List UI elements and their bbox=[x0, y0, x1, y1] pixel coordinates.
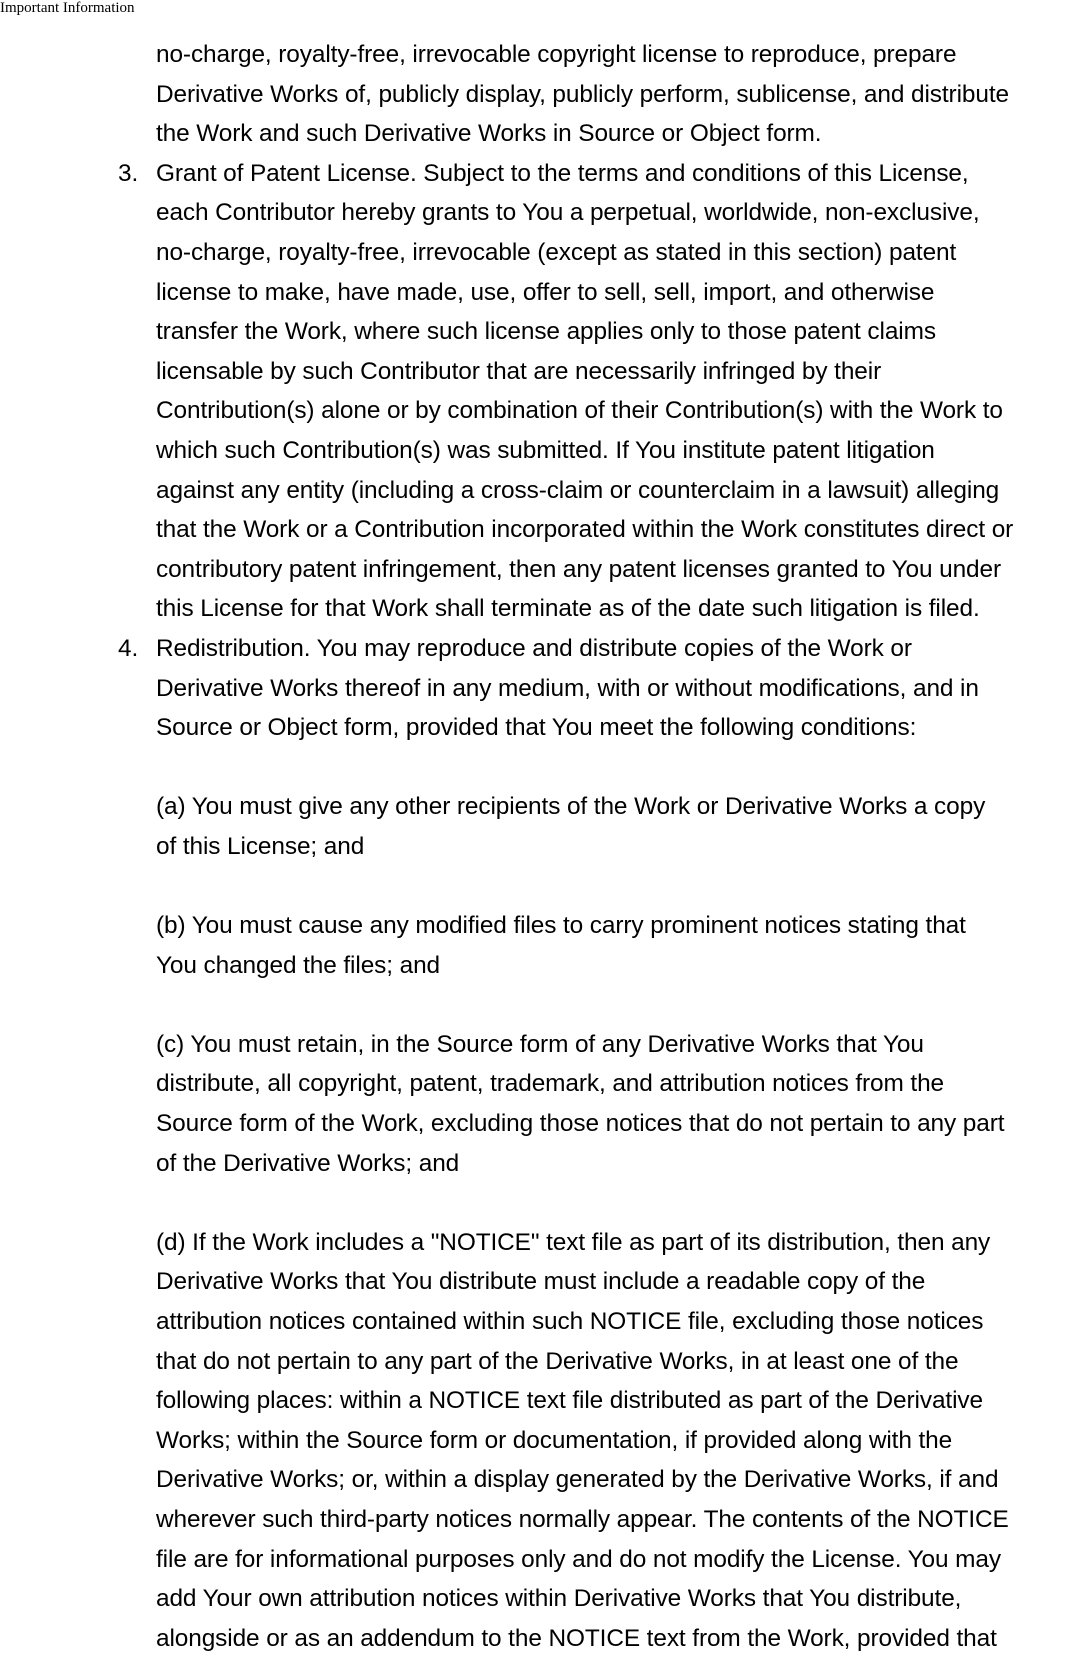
text-line: that do not pertain to any part of the Derivative Works, in at least one of the bbox=[156, 1347, 959, 1375]
text-line: alongside or as an addendum to the NOTICE text from the Work, provided that bbox=[156, 1624, 997, 1652]
text-line: transfer the Work, where such license applies only to those patent claims bbox=[156, 318, 936, 346]
text-line: attribution notices contained within such NOTICE file, excluding those notices bbox=[156, 1308, 984, 1335]
condition-c bbox=[156, 1025, 1092, 1183]
section-number: 4. bbox=[118, 634, 139, 662]
text-line: Source or Object form, provided that You meet the following conditions: bbox=[156, 714, 917, 742]
text-line: Derivative Works; or, within a display generated by the Derivative Works, if and bbox=[156, 1466, 999, 1494]
condition-a bbox=[156, 787, 1092, 866]
paragraph-spacer bbox=[156, 985, 1092, 1025]
text-line: (d) If the Work includes a "NOTICE" text file as part of its distribution, then any bbox=[156, 1228, 991, 1256]
text-line: Derivative Works thereof in any medium, with or without modifications, and in bbox=[156, 674, 979, 702]
text-line: Contribution(s) alone or by combination of their Contribution(s) with the Work to bbox=[156, 397, 1003, 425]
text-line: following places: within a NOTICE text file distributed as part of the Derivative bbox=[156, 1387, 983, 1415]
text-line: against any entity (including a cross-claim or counterclaim in a lawsuit) alleging bbox=[156, 476, 1000, 504]
text-line: Source form of the Work, excluding those notices that do not pertain to any part bbox=[156, 1110, 1005, 1138]
text-line: which such Contribution(s) was submitted. If You institute patent litigation bbox=[156, 436, 935, 464]
license-text-body bbox=[118, 35, 1092, 1658]
text-line: (c) You must retain, in the Source form of any Derivative Works that You bbox=[156, 1030, 924, 1058]
text-line: Works; within the Source form or documentation, if provided along with the bbox=[156, 1426, 953, 1454]
text-line: Grant of Patent License. Subject to the terms and conditions of this License, bbox=[156, 159, 969, 187]
text-line: contributory patent infringement, then any patent licenses granted to You under bbox=[156, 555, 1001, 583]
text-line: You changed the files; and bbox=[156, 951, 441, 979]
text-line: licensable by such Contributor that are necessarily infringed by their bbox=[156, 357, 882, 385]
text-line: Derivative Works that You distribute must include a readable copy of the bbox=[156, 1268, 926, 1296]
text-line: license to make, have made, use, offer to sell, sell, import, and otherwise bbox=[156, 278, 935, 306]
text-line: of this License; and bbox=[156, 832, 365, 860]
paragraph-spacer bbox=[156, 748, 1092, 788]
section-number: 3. bbox=[118, 159, 139, 187]
condition-b bbox=[156, 906, 1092, 985]
condition-d bbox=[156, 1223, 1092, 1658]
text-line: wherever such third-party notices normally appear. The contents of the NOTICE bbox=[156, 1505, 1009, 1533]
text-line: (a) You must give any other recipients of the Work or Derivative Works a copy bbox=[156, 793, 986, 821]
text-line: each Contributor hereby grants to You a perpetual, worldwide, non-exclusive, bbox=[156, 199, 980, 227]
section-3-grant-of-patent-license bbox=[118, 154, 1092, 629]
text-line: no-charge, royalty-free, irrevocable (except as stated in this section) patent bbox=[156, 238, 957, 266]
page-header-title: Important Information bbox=[0, 0, 135, 16]
text-line: (b) You must cause any modified files to carry prominent notices stating that bbox=[156, 912, 966, 940]
text-line: that the Work or a Contribution incorporated within the Work constitutes direct or bbox=[156, 516, 1014, 544]
text-line: file are for informational purposes only and do not modify the License. You may bbox=[156, 1545, 1001, 1573]
paragraph-spacer bbox=[156, 866, 1092, 906]
text-line: the Work and such Derivative Works in Source or Object form. bbox=[156, 120, 822, 148]
section-4-redistribution bbox=[118, 629, 1092, 1658]
text-line: of the Derivative Works; and bbox=[156, 1149, 460, 1177]
paragraph-spacer bbox=[156, 1183, 1092, 1223]
text-line: no-charge, royalty-free, irrevocable copyright license to reproduce, prepare bbox=[156, 41, 957, 68]
text-line: Derivative Works of, publicly display, publicly perform, sublicense, and distribute bbox=[156, 80, 1009, 108]
text-line: distribute, all copyright, patent, trademark, and attribution notices from the bbox=[156, 1070, 945, 1098]
continuation-paragraph bbox=[156, 35, 1092, 154]
text-line: Redistribution. You may reproduce and distribute copies of the Work or bbox=[156, 634, 912, 662]
text-line: this License for that Work shall terminate as of the date such litigation is filed. bbox=[156, 595, 980, 623]
text-line: add Your own attribution notices within Derivative Works that You distribute, bbox=[156, 1585, 962, 1613]
